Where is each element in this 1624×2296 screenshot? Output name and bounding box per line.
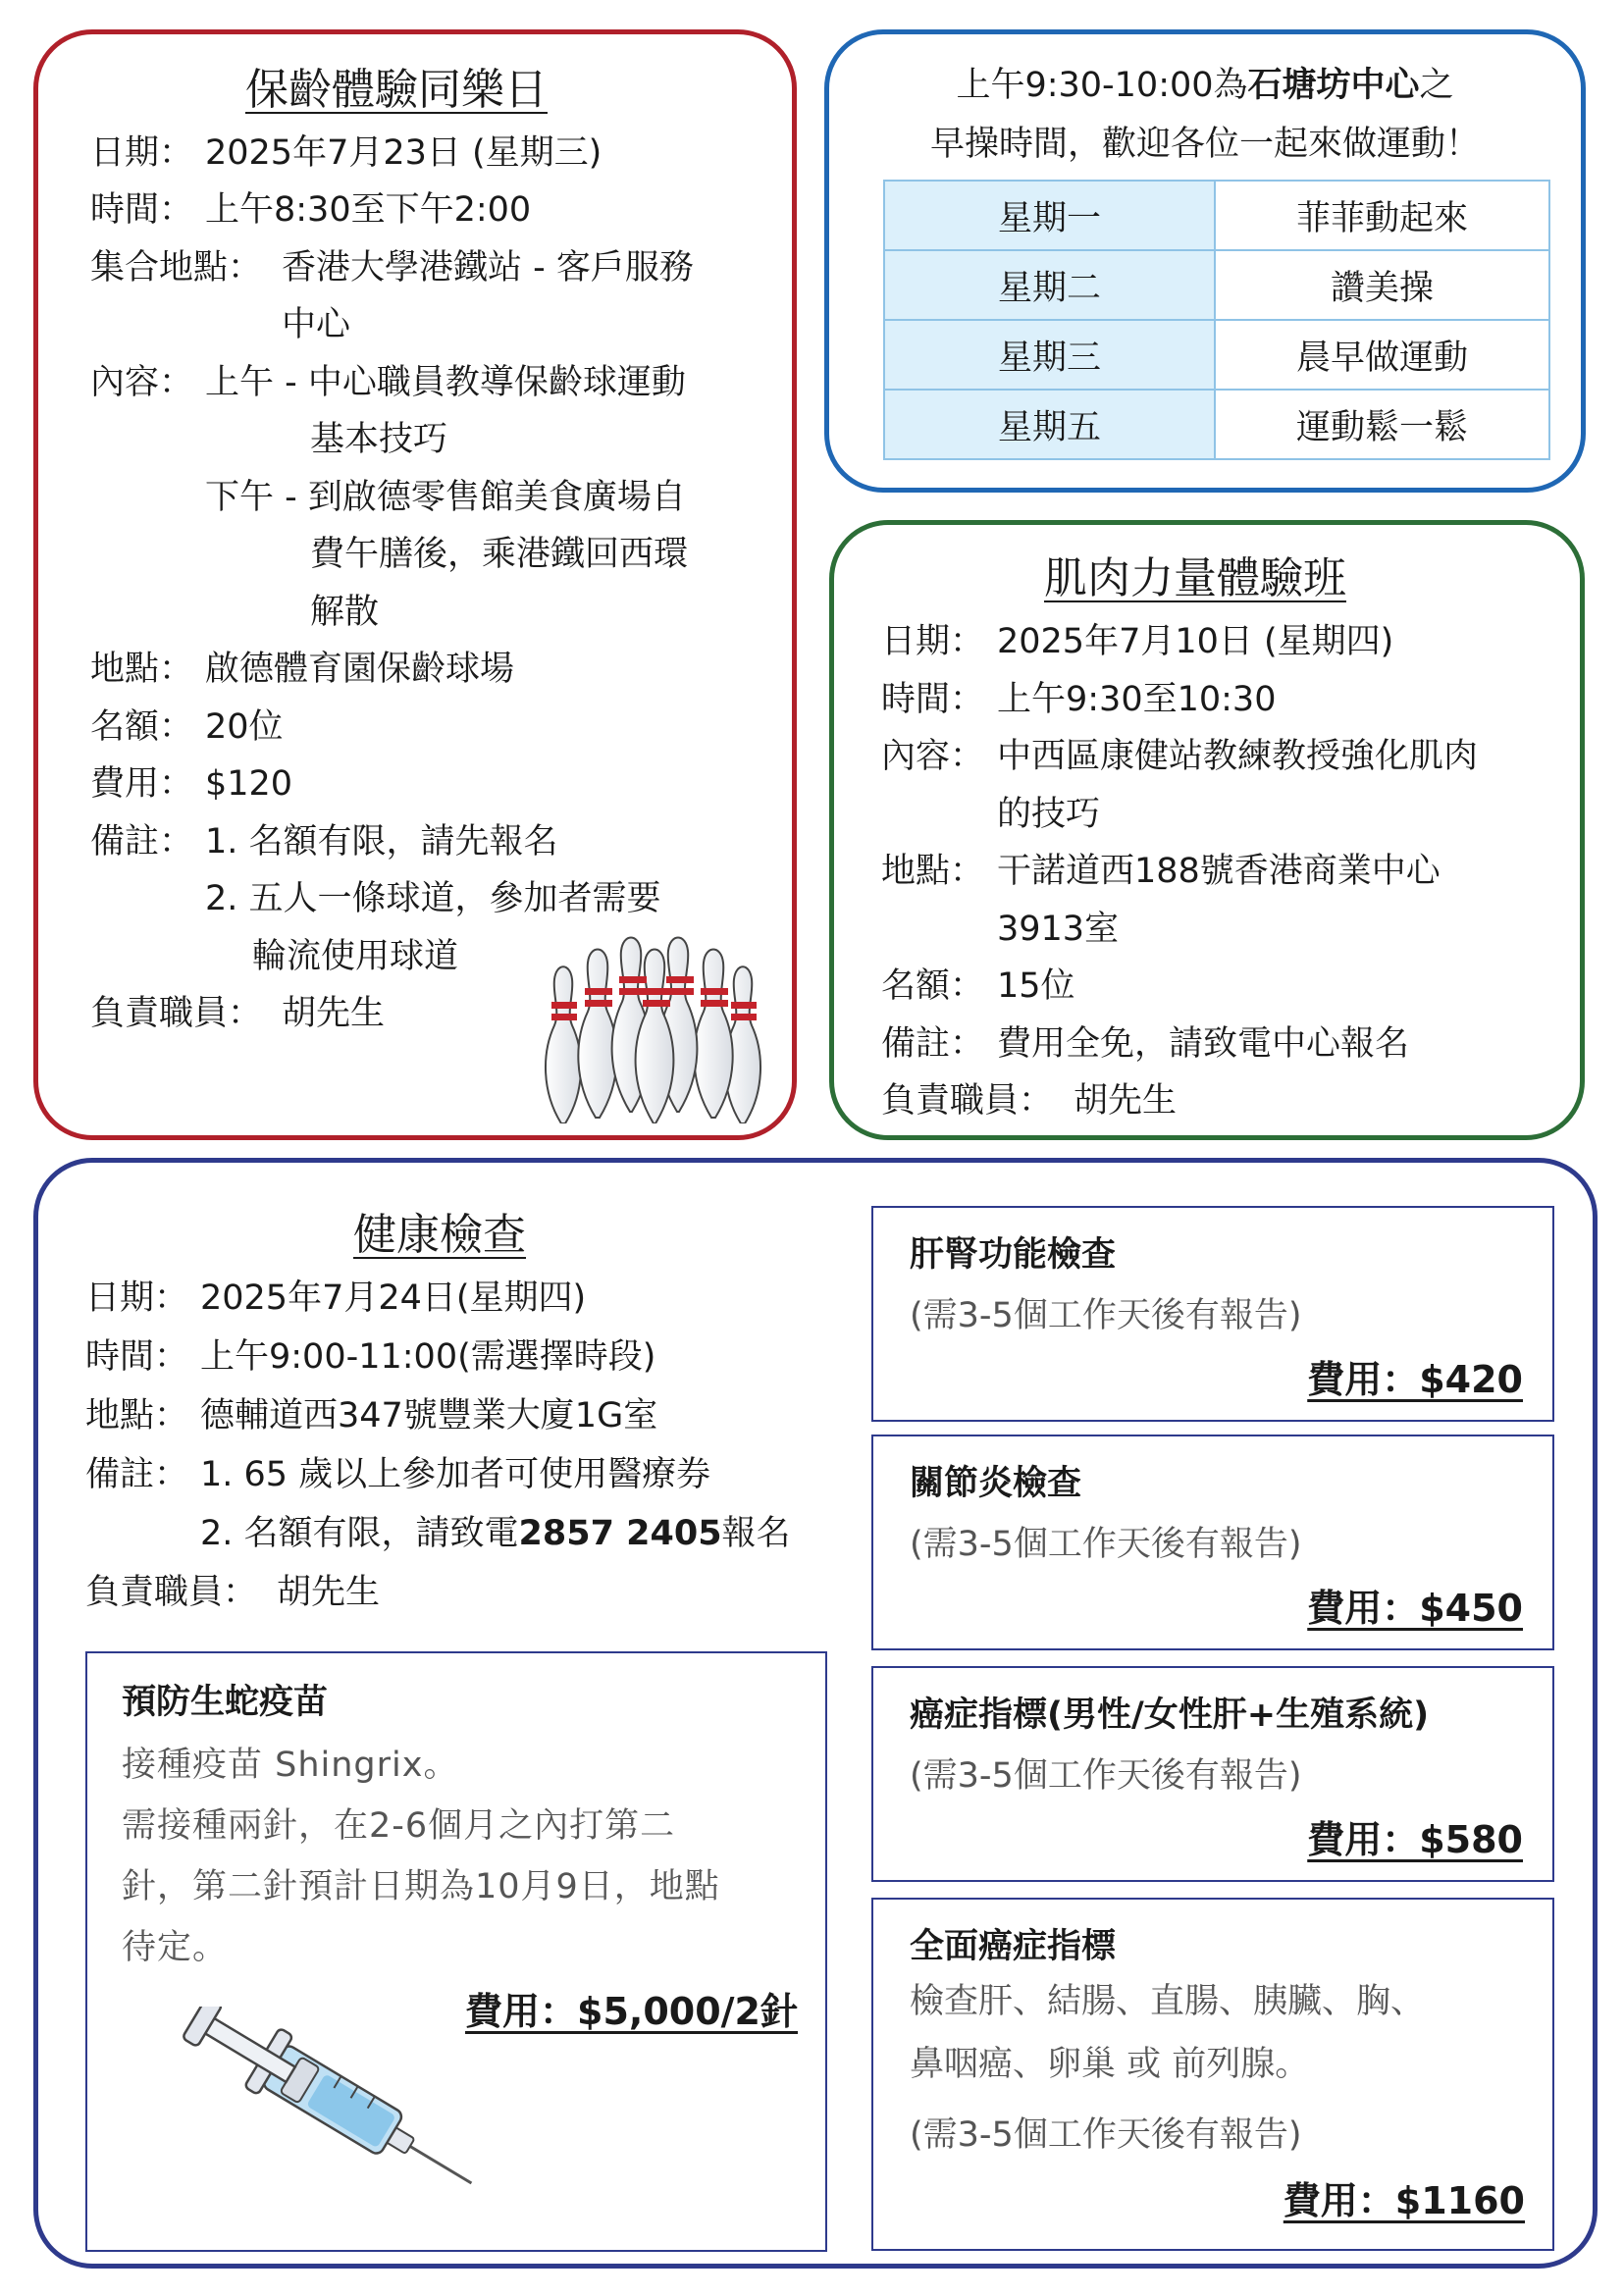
health-remarks-label: 備註： xyxy=(85,1455,189,1494)
bowling-meeting-value-cont: 中心 xyxy=(282,305,351,344)
muscle-title: 肌肉力量體驗班 xyxy=(1044,553,1346,603)
bowling-meeting-value: 香港大學港鐵站 - 客戶服務 xyxy=(282,248,694,287)
muscle-time-label: 時間： xyxy=(881,680,985,719)
schedule-day: 星期五 xyxy=(884,390,1215,459)
syringe-illustration xyxy=(156,2007,509,2193)
bowling-content-pm: 下午 - 到啟德零售館美食廣場自 xyxy=(205,478,686,517)
card-note: (需3-5個工作天後有報告) xyxy=(910,1296,1302,1335)
full-cancer-marker-card xyxy=(871,1898,1554,2251)
table-row xyxy=(884,390,1549,459)
bowling-content-am: 上午 - 中心職員教導保齡球運動 xyxy=(205,363,686,402)
table-row xyxy=(884,250,1549,320)
bowling-remark-2: 2. 五人一條球道，參加者需要 xyxy=(205,879,661,918)
muscle-quota-label: 名額： xyxy=(881,966,985,1006)
vaccine-line-1: 接種疫苗 Shingrix。 xyxy=(122,1746,459,1785)
health-time-value: 上午9:00-11:00(需選擇時段) xyxy=(200,1337,656,1377)
bowling-content-am-cont: 基本技巧 xyxy=(310,420,448,459)
bowling-quota-value: 20位 xyxy=(205,707,284,747)
muscle-date-value: 2025年7月10日 (星期四) xyxy=(997,622,1394,661)
health-date-value: 2025年7月24日(星期四) xyxy=(200,1278,587,1318)
card-note: (需3-5個工作天後有報告) xyxy=(910,1756,1302,1796)
health-venue-label: 地點： xyxy=(85,1396,189,1435)
schedule-activity: 讚美操 xyxy=(1215,250,1549,320)
muscle-staff-label: 負責職員： xyxy=(881,1081,1054,1121)
bowling-meeting-label: 集合地點： xyxy=(90,248,263,287)
bowling-time-label: 時間： xyxy=(90,190,194,230)
table-row xyxy=(884,320,1549,390)
muscle-venue-value: 干諾道西188號香港商業中心 xyxy=(997,852,1441,891)
health-venue-value: 德輔道西347號豐業大廈1G室 xyxy=(200,1396,658,1435)
schedule-day: 星期三 xyxy=(884,320,1215,390)
arthritis-test-card xyxy=(871,1435,1554,1650)
bowling-content-pm-cont: 費午膳後，乘港鐵回西環 xyxy=(310,535,689,574)
bowling-staff-label: 負責職員： xyxy=(90,994,263,1033)
health-staff-label: 負責職員： xyxy=(85,1573,258,1612)
bowling-date-label: 日期： xyxy=(90,133,194,173)
bowling-quota-label: 名額： xyxy=(90,707,194,747)
shingles-vaccine-card xyxy=(85,1651,827,2252)
muscle-venue-value-cont: 3913室 xyxy=(997,910,1120,949)
card-note: (需3-5個工作天後有報告) xyxy=(910,2115,1302,2155)
vaccine-line-3: 針，第二針預計日期為10月9日，地點 xyxy=(122,1867,720,1906)
muscle-quota-value: 15位 xyxy=(997,966,1075,1006)
bowling-content-pm-cont2: 解散 xyxy=(310,593,380,632)
muscle-remarks-label: 備註： xyxy=(881,1024,985,1064)
card-price: 費用：$580 xyxy=(1307,1818,1523,1861)
muscle-staff-value: 胡先生 xyxy=(1074,1081,1178,1121)
card-price: 費用：$450 xyxy=(1307,1587,1523,1630)
vaccine-line-4: 待定。 xyxy=(122,1928,229,1967)
health-time-label: 時間： xyxy=(85,1337,189,1377)
bowling-date-value: 2025年7月23日 (星期三) xyxy=(205,133,602,173)
vaccine-title: 預防生蛇疫苗 xyxy=(122,1683,329,1722)
schedule-activity: 菲菲動起來 xyxy=(1215,181,1549,250)
bowling-time-value: 上午8:30至下午2:00 xyxy=(205,190,532,230)
muscle-venue-label: 地點： xyxy=(881,852,985,891)
bowling-fee-value: $120 xyxy=(205,764,293,804)
liver-kidney-test-card xyxy=(871,1206,1554,1422)
exercise-intro-line2: 早操時間，歡迎各位一起來做運動！ xyxy=(929,125,1480,164)
centre-name: 石塘坊中心 xyxy=(1247,66,1420,105)
bowling-pins-illustration xyxy=(537,935,777,1123)
card-desc-2: 鼻咽癌、卵巢 或 前列腺。 xyxy=(910,2045,1310,2084)
bowling-content-label: 內容： xyxy=(90,363,194,402)
card-title: 肝腎功能檢查 xyxy=(910,1235,1117,1275)
card-title: 全面癌症指標 xyxy=(910,1927,1117,1966)
health-title: 健康檢查 xyxy=(353,1210,526,1260)
card-note: (需3-5個工作天後有報告) xyxy=(910,1525,1302,1564)
bowling-venue-label: 地點： xyxy=(90,650,194,689)
bowling-remark-1: 1. 名額有限，請先報名 xyxy=(205,822,558,861)
card-desc-1: 檢查肝、結腸、直腸、胰臟、胸、 xyxy=(910,1982,1426,2021)
health-remark-2: 2. 名額有限，請致電2857 2405報名 xyxy=(200,1514,791,1553)
cancer-marker-card xyxy=(871,1666,1554,1882)
bowling-event-panel xyxy=(33,29,797,1140)
schedule-activity: 晨早做運動 xyxy=(1215,320,1549,390)
bowling-remarks-label: 備註： xyxy=(90,822,194,861)
card-title: 關節炎檢查 xyxy=(910,1464,1082,1503)
health-staff-value: 胡先生 xyxy=(277,1573,381,1612)
bowling-fee-label: 費用： xyxy=(90,764,194,804)
muscle-class-panel xyxy=(829,520,1585,1140)
card-title: 癌症指標(男性/女性肝+生殖系統) xyxy=(910,1696,1430,1735)
muscle-content-value: 中西區康健站教練教授強化肌肉 xyxy=(997,737,1479,776)
table-row xyxy=(884,181,1549,250)
bowling-staff-value: 胡先生 xyxy=(282,994,386,1033)
vaccine-price: 費用：$5,000/2針 xyxy=(465,1990,798,2033)
schedule-activity: 運動鬆一鬆 xyxy=(1215,390,1549,459)
schedule-day: 星期二 xyxy=(884,250,1215,320)
muscle-content-label: 內容： xyxy=(881,737,985,776)
muscle-time-value: 上午9:30至10:30 xyxy=(997,680,1277,719)
health-phone-number: 2857 2405 xyxy=(518,1514,722,1553)
muscle-date-label: 日期： xyxy=(881,622,985,661)
bowling-title: 保齡體驗同樂日 xyxy=(245,65,548,115)
exercise-intro-line1: 上午9:30-10:00為石塘坊中心之 xyxy=(956,66,1454,105)
morning-exercise-panel xyxy=(824,29,1586,493)
muscle-remarks-value: 費用全免，請致電中心報名 xyxy=(997,1024,1410,1064)
bowling-remark-2-cont: 輪流使用球道 xyxy=(252,937,459,976)
card-price: 費用：$420 xyxy=(1307,1358,1523,1401)
vaccine-line-2: 需接種兩針，在2-6個月之內打第二 xyxy=(122,1806,676,1846)
bowling-venue-value: 啟德體育園保齡球場 xyxy=(205,650,515,689)
schedule-day: 星期一 xyxy=(884,181,1215,250)
health-date-label: 日期： xyxy=(85,1278,189,1318)
card-price: 費用：$1160 xyxy=(1283,2179,1525,2222)
muscle-content-value-cont: 的技巧 xyxy=(997,795,1101,834)
exercise-schedule-table xyxy=(883,180,1550,460)
health-remark-1: 1. 65 歲以上參加者可使用醫療券 xyxy=(200,1455,711,1494)
